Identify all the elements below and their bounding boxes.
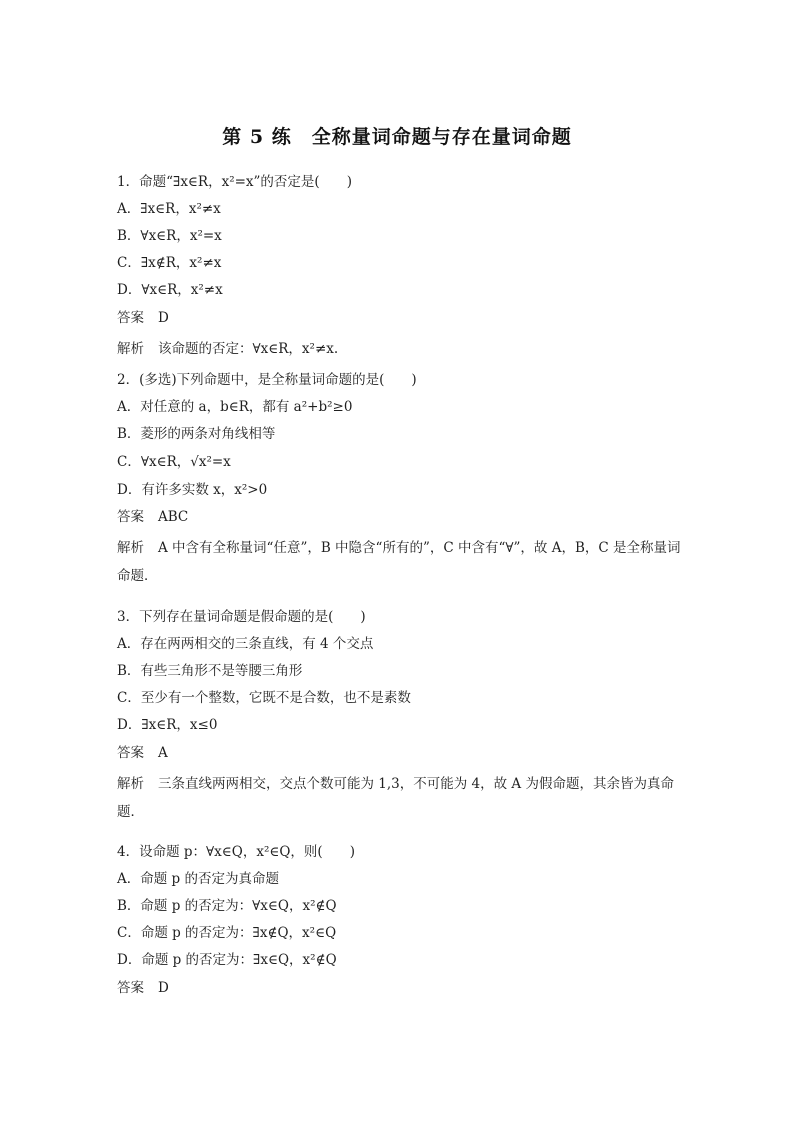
question-4-option-c: C．命题 p 的否定为：∃x∉Q，x²∈Q [117, 925, 337, 941]
answer-label: 答案 [117, 745, 144, 761]
question-2-answer [117, 508, 188, 526]
analysis-text: 该命题的否定：∀x∈R，x²≠x. [158, 341, 339, 357]
analysis-label: 解析 [117, 341, 144, 357]
question-3-analysis [117, 770, 687, 826]
question-2-option-a: A．对任意的 a，b∈R，都有 a²+b²≥0 [117, 399, 353, 415]
question-2-option-b: B．菱形的两条对角线相等 [117, 426, 276, 442]
analysis-text: A 中含有全称量词“任意”，B 中隐含“所有的”，C 中含有“∀”，故 A，B，C 是全称量词命题． [117, 540, 681, 584]
question-2-option-c: C．∀x∈R，√x²=x [117, 454, 231, 470]
question-4-answer [117, 979, 169, 997]
question-4-option-d: D．命题 p 的否定为：∃x∈Q，x²∉Q [117, 952, 337, 968]
answer-value: D [158, 310, 169, 326]
answer-value: D [158, 980, 169, 996]
answer-value: ABC [158, 509, 189, 525]
question-1-stem: 1．命题“∃x∈R，x²=x”的否定是( ) [117, 174, 352, 190]
question-4-option-a: A．命题 p 的否定为真命题 [117, 871, 279, 887]
question-4-stem: 4．设命题 p：∀x∈Q，x²∈Q，则( ) [117, 844, 355, 860]
question-3-option-b: B．有些三角形不是等腰三角形 [117, 663, 303, 679]
question-4-option-b: B．命题 p 的否定为：∀x∈Q，x²∉Q [117, 898, 337, 914]
question-3-option-d: D．∃x∈R，x≤0 [117, 717, 218, 733]
question-2-stem: 2．(多选)下列命题中，是全称量词命题的是( ) [117, 372, 417, 388]
question-2-analysis [117, 534, 687, 590]
page-title: 第 5 练 全称量词命题与存在量词命题 [222, 126, 572, 148]
question-1-option-a: A．∃x∈R，x²≠x [117, 201, 221, 217]
analysis-label: 解析 [117, 540, 144, 556]
answer-value: A [158, 745, 168, 761]
question-2-option-d: D．有许多实数 x，x²>0 [117, 482, 268, 498]
answer-label: 答案 [117, 509, 144, 525]
question-1-option-c: C．∃x∉R，x²≠x [117, 255, 222, 271]
question-1-analysis [117, 340, 338, 358]
answer-label: 答案 [117, 980, 144, 996]
question-3-option-a: A．存在两两相交的三条直线，有 4 个交点 [117, 636, 374, 652]
analysis-label: 解析 [117, 776, 144, 792]
question-1-option-b: B．∀x∈R，x²=x [117, 228, 222, 244]
question-3-stem: 3．下列存在量词命题是假命题的是( ) [117, 609, 366, 625]
question-1-answer [117, 309, 169, 327]
question-3-option-c: C．至少有一个整数，它既不是合数，也不是素数 [117, 690, 411, 706]
answer-label: 答案 [117, 310, 144, 326]
question-1-option-d: D．∀x∈R，x²≠x [117, 282, 223, 298]
question-3-answer [117, 744, 168, 762]
analysis-text: 三条直线两两相交，交点个数可能为 1,3，不可能为 4，故 A 为假命题，其余皆为真命题． [117, 776, 674, 820]
